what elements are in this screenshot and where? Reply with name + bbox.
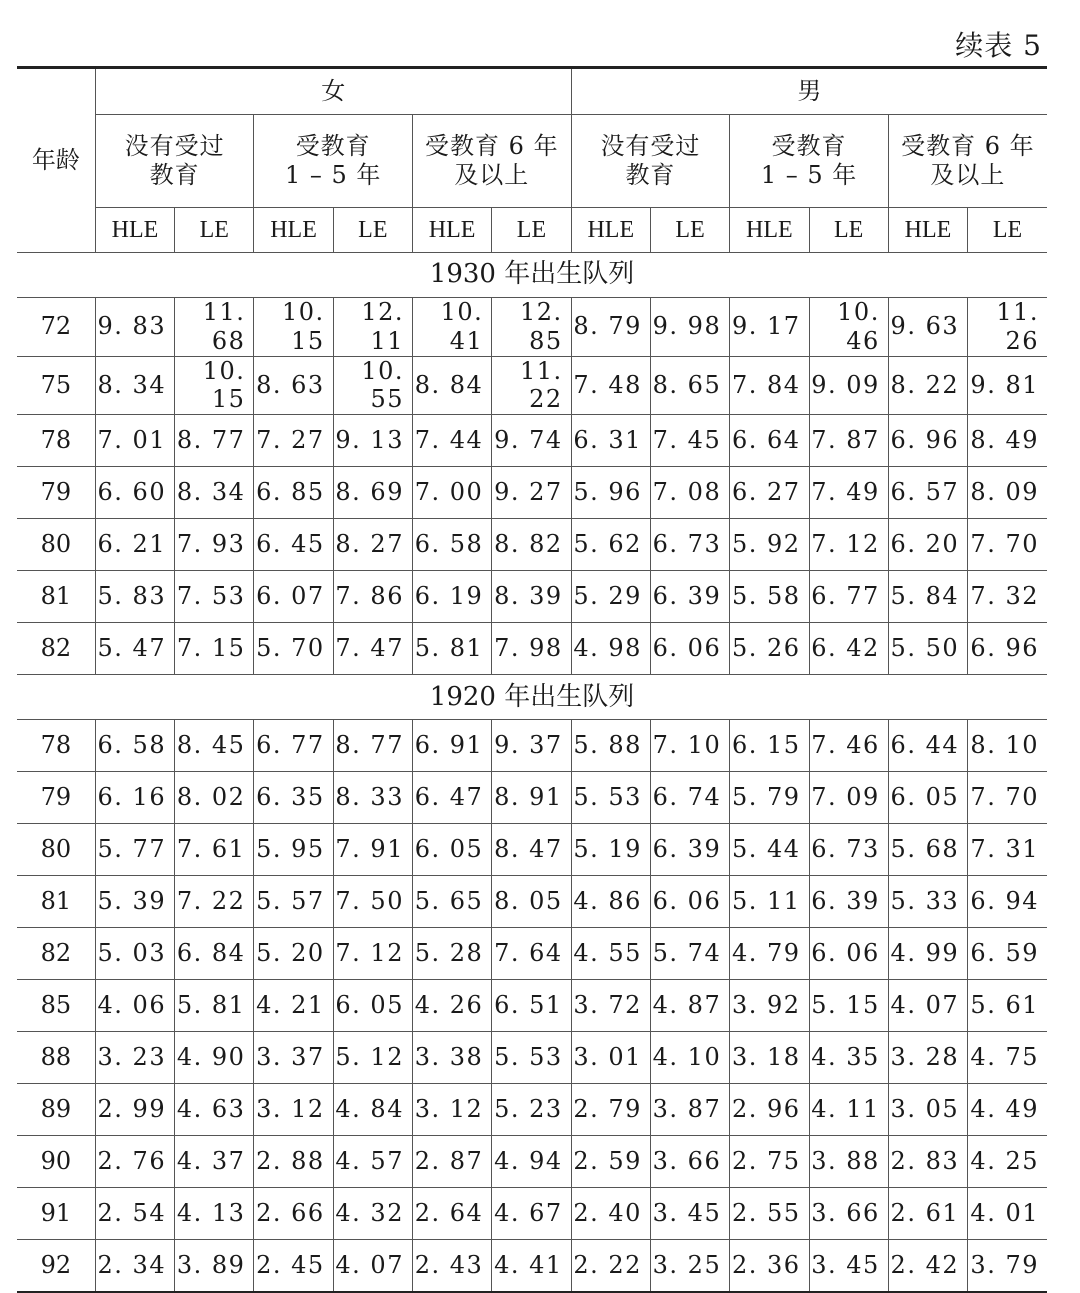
le-value-cell: 9. 37 [492, 720, 571, 772]
hle-value-cell: 3. 38 [412, 1032, 491, 1084]
table-row [17, 1032, 1047, 1084]
hle-column-header: HLE [730, 208, 809, 253]
le-value-cell: 10. 55 [333, 356, 412, 415]
le-value-cell: 7. 15 [175, 623, 254, 675]
le-value-cell: 7. 61 [175, 824, 254, 876]
header-line: 受教育 6 年 [425, 132, 559, 161]
le-value-cell: 9. 09 [809, 356, 888, 415]
hle-value-cell: 3. 05 [888, 1084, 967, 1136]
hle-value-cell: 7. 01 [95, 415, 174, 467]
age-cell: 75 [17, 356, 95, 415]
le-value-cell: 5. 23 [492, 1084, 571, 1136]
hle-value-cell: 5. 70 [254, 623, 333, 675]
hle-value-cell: 2. 66 [254, 1188, 333, 1240]
age-cell: 85 [17, 980, 95, 1032]
le-value-cell: 6. 05 [333, 980, 412, 1032]
hle-column-header: HLE [571, 208, 650, 253]
le-column-header: LE [968, 208, 1047, 253]
hle-value-cell: 5. 33 [888, 876, 967, 928]
le-value-cell: 9. 27 [492, 467, 571, 519]
table-row [17, 519, 1047, 571]
le-value-cell: 4. 13 [175, 1188, 254, 1240]
le-value-cell: 4. 87 [650, 980, 729, 1032]
le-value-cell: 4. 41 [492, 1240, 571, 1293]
le-value-cell: 6. 51 [492, 980, 571, 1032]
header-line: 没有受过 [124, 132, 225, 161]
hle-value-cell: 5. 26 [730, 623, 809, 675]
hle-value-cell: 9. 63 [888, 298, 967, 357]
le-value-cell: 6. 73 [650, 519, 729, 571]
age-cell: 81 [17, 876, 95, 928]
table-row [17, 980, 1047, 1032]
le-value-cell: 7. 86 [333, 571, 412, 623]
le-value-cell: 4. 11 [809, 1084, 888, 1136]
hle-value-cell: 2. 83 [888, 1136, 967, 1188]
hle-value-cell: 5. 11 [730, 876, 809, 928]
hle-value-cell: 6. 60 [95, 467, 174, 519]
le-value-cell: 6. 73 [809, 824, 888, 876]
hle-value-cell: 5. 39 [95, 876, 174, 928]
le-value-cell: 4. 94 [492, 1136, 571, 1188]
le-value-cell: 5. 53 [492, 1032, 571, 1084]
cohort-row [17, 253, 1047, 298]
header-line: 教育 [149, 161, 200, 189]
le-value-cell: 8. 77 [175, 415, 254, 467]
hle-value-cell: 5. 44 [730, 824, 809, 876]
hle-value-cell: 6. 64 [730, 415, 809, 467]
le-value-cell: 4. 90 [175, 1032, 254, 1084]
edu-6-plus-years-header [888, 115, 1047, 208]
edu-6-plus-years-header [412, 115, 571, 208]
hle-value-cell: 5. 47 [95, 623, 174, 675]
le-value-cell: 8. 09 [968, 467, 1047, 519]
table-row [17, 1188, 1047, 1240]
hle-value-cell: 5. 20 [254, 928, 333, 980]
hle-value-cell: 3. 92 [730, 980, 809, 1032]
le-value-cell: 7. 09 [809, 772, 888, 824]
hle-value-cell: 6. 05 [888, 772, 967, 824]
hle-value-cell: 2. 22 [571, 1240, 650, 1293]
le-value-cell: 3. 87 [650, 1084, 729, 1136]
table-row [17, 571, 1047, 623]
le-value-cell: 7. 53 [175, 571, 254, 623]
table-row [17, 298, 1047, 357]
le-value-cell: 8. 69 [333, 467, 412, 519]
le-value-cell: 4. 49 [968, 1084, 1047, 1136]
le-value-cell: 11. 22 [492, 356, 571, 415]
hle-value-cell: 5. 19 [571, 824, 650, 876]
le-value-cell: 5. 81 [175, 980, 254, 1032]
hle-value-cell: 8. 63 [254, 356, 333, 415]
hle-value-cell: 6. 58 [95, 720, 174, 772]
le-value-cell: 7. 98 [492, 623, 571, 675]
le-value-cell: 4. 67 [492, 1188, 571, 1240]
age-cell: 78 [17, 720, 95, 772]
le-value-cell: 3. 79 [968, 1240, 1047, 1293]
hle-value-cell: 6. 35 [254, 772, 333, 824]
hle-value-cell: 7. 84 [730, 356, 809, 415]
edu-1-5-years-header [254, 115, 413, 208]
le-value-cell: 8. 05 [492, 876, 571, 928]
hle-value-cell: 5. 53 [571, 772, 650, 824]
female-group-header: 女 [95, 68, 571, 115]
hle-value-cell: 5. 03 [95, 928, 174, 980]
le-value-cell: 4. 75 [968, 1032, 1047, 1084]
hle-value-cell: 5. 79 [730, 772, 809, 824]
le-value-cell: 7. 49 [809, 467, 888, 519]
hle-value-cell: 4. 06 [95, 980, 174, 1032]
hle-value-cell: 6. 85 [254, 467, 333, 519]
hle-column-header: HLE [254, 208, 333, 253]
age-cell: 92 [17, 1240, 95, 1293]
hle-value-cell: 5. 81 [412, 623, 491, 675]
le-value-cell: 7. 70 [968, 772, 1047, 824]
table-row [17, 824, 1047, 876]
table-row [17, 1136, 1047, 1188]
table-row [17, 720, 1047, 772]
header-line: 及以上 [930, 161, 1006, 189]
hle-value-cell: 2. 45 [254, 1240, 333, 1293]
hle-column-header: HLE [412, 208, 491, 253]
le-value-cell: 3. 88 [809, 1136, 888, 1188]
hle-value-cell: 6. 15 [730, 720, 809, 772]
hle-value-cell: 2. 87 [412, 1136, 491, 1188]
life-expectancy-table [17, 66, 1047, 1293]
hle-value-cell: 6. 77 [254, 720, 333, 772]
hle-value-cell: 5. 58 [730, 571, 809, 623]
le-value-cell: 8. 34 [175, 467, 254, 519]
male-group-header: 男 [571, 68, 1047, 115]
hle-value-cell: 6. 44 [888, 720, 967, 772]
header-line: 及以上 [454, 161, 530, 189]
le-value-cell: 11. 26 [968, 298, 1047, 357]
hle-value-cell: 9. 83 [95, 298, 174, 357]
hle-value-cell: 6. 47 [412, 772, 491, 824]
le-value-cell: 3. 45 [809, 1240, 888, 1293]
hle-value-cell: 2. 54 [95, 1188, 174, 1240]
header-line: 受教育 6 年 [901, 132, 1035, 161]
table-row [17, 876, 1047, 928]
hle-value-cell: 4. 21 [254, 980, 333, 1032]
hle-value-cell: 5. 83 [95, 571, 174, 623]
hle-value-cell: 5. 84 [888, 571, 967, 623]
hle-value-cell: 2. 76 [95, 1136, 174, 1188]
le-value-cell: 6. 59 [968, 928, 1047, 980]
le-value-cell: 6. 06 [650, 876, 729, 928]
le-value-cell: 8. 10 [968, 720, 1047, 772]
hle-value-cell: 5. 92 [730, 519, 809, 571]
le-value-cell: 9. 74 [492, 415, 571, 467]
le-value-cell: 4. 37 [175, 1136, 254, 1188]
hle-value-cell: 3. 12 [412, 1084, 491, 1136]
le-value-cell: 8. 65 [650, 356, 729, 415]
le-value-cell: 7. 08 [650, 467, 729, 519]
hle-value-cell: 4. 55 [571, 928, 650, 980]
hle-value-cell: 4. 98 [571, 623, 650, 675]
hle-value-cell: 6. 45 [254, 519, 333, 571]
table-row [17, 415, 1047, 467]
le-value-cell: 7. 46 [809, 720, 888, 772]
hle-value-cell: 5. 62 [571, 519, 650, 571]
hle-value-cell: 6. 91 [412, 720, 491, 772]
cohort-row [17, 675, 1047, 720]
hle-value-cell: 7. 00 [412, 467, 491, 519]
hle-value-cell: 5. 96 [571, 467, 650, 519]
hle-value-cell: 2. 79 [571, 1084, 650, 1136]
le-column-header: LE [650, 208, 729, 253]
le-value-cell: 6. 96 [968, 623, 1047, 675]
header-line: 受教育 [295, 132, 371, 161]
hle-value-cell: 4. 99 [888, 928, 967, 980]
hle-value-cell: 6. 19 [412, 571, 491, 623]
hle-value-cell: 10. 41 [412, 298, 491, 357]
hle-value-cell: 2. 36 [730, 1240, 809, 1293]
le-value-cell: 3. 45 [650, 1188, 729, 1240]
le-value-cell: 8. 27 [333, 519, 412, 571]
le-value-cell: 4. 10 [650, 1032, 729, 1084]
le-value-cell: 8. 82 [492, 519, 571, 571]
hle-value-cell: 5. 28 [412, 928, 491, 980]
le-value-cell: 4. 35 [809, 1032, 888, 1084]
le-value-cell: 9. 81 [968, 356, 1047, 415]
header-line: 没有受过 [600, 132, 701, 161]
le-value-cell: 7. 50 [333, 876, 412, 928]
table-caption: 续表 5 [955, 29, 1042, 62]
le-value-cell: 7. 12 [333, 928, 412, 980]
le-value-cell: 7. 91 [333, 824, 412, 876]
le-value-cell: 7. 70 [968, 519, 1047, 571]
header-line: 1 – 5 年 [760, 161, 858, 189]
le-value-cell: 9. 98 [650, 298, 729, 357]
hle-value-cell: 5. 88 [571, 720, 650, 772]
table-row [17, 467, 1047, 519]
header-line: 1 – 5 年 [284, 161, 382, 189]
hle-value-cell: 6. 16 [95, 772, 174, 824]
le-value-cell: 8. 91 [492, 772, 571, 824]
age-cell: 88 [17, 1032, 95, 1084]
table-row [17, 623, 1047, 675]
table-body [17, 253, 1047, 1293]
hle-value-cell: 7. 27 [254, 415, 333, 467]
hle-value-cell: 8. 79 [571, 298, 650, 357]
hle-value-cell: 3. 23 [95, 1032, 174, 1084]
age-cell: 82 [17, 623, 95, 675]
le-value-cell: 7. 31 [968, 824, 1047, 876]
hle-value-cell: 3. 01 [571, 1032, 650, 1084]
age-cell: 89 [17, 1084, 95, 1136]
hle-value-cell: 4. 26 [412, 980, 491, 1032]
hle-value-cell: 6. 07 [254, 571, 333, 623]
hle-value-cell: 8. 34 [95, 356, 174, 415]
hle-value-cell: 5. 95 [254, 824, 333, 876]
le-value-cell: 8. 49 [968, 415, 1047, 467]
le-value-cell: 4. 32 [333, 1188, 412, 1240]
header-line: 教育 [625, 161, 676, 189]
le-value-cell: 5. 12 [333, 1032, 412, 1084]
le-value-cell: 6. 39 [650, 571, 729, 623]
age-cell: 91 [17, 1188, 95, 1240]
le-value-cell: 3. 25 [650, 1240, 729, 1293]
hle-value-cell: 2. 75 [730, 1136, 809, 1188]
le-column-header: LE [175, 208, 254, 253]
le-value-cell: 4. 57 [333, 1136, 412, 1188]
age-cell: 72 [17, 298, 95, 357]
hle-value-cell: 4. 07 [888, 980, 967, 1032]
le-column-header: LE [492, 208, 571, 253]
le-value-cell: 6. 39 [809, 876, 888, 928]
edu-none-header [95, 115, 254, 208]
hle-value-cell: 2. 40 [571, 1188, 650, 1240]
le-value-cell: 5. 74 [650, 928, 729, 980]
le-value-cell: 11. 68 [175, 298, 254, 357]
header-line: 受教育 [771, 132, 847, 161]
le-value-cell: 12. 85 [492, 298, 571, 357]
le-value-cell: 8. 47 [492, 824, 571, 876]
hle-value-cell: 7. 48 [571, 356, 650, 415]
le-column-header: LE [333, 208, 412, 253]
hle-value-cell: 5. 50 [888, 623, 967, 675]
hle-value-cell: 3. 12 [254, 1084, 333, 1136]
le-value-cell: 8. 45 [175, 720, 254, 772]
le-value-cell: 6. 84 [175, 928, 254, 980]
le-value-cell: 5. 61 [968, 980, 1047, 1032]
hle-value-cell: 2. 43 [412, 1240, 491, 1293]
edu-none-header [571, 115, 730, 208]
le-value-cell: 6. 06 [650, 623, 729, 675]
age-cell: 81 [17, 571, 95, 623]
hle-value-cell: 6. 96 [888, 415, 967, 467]
le-value-cell: 10. 46 [809, 298, 888, 357]
table-header [17, 68, 1047, 253]
le-value-cell: 3. 66 [809, 1188, 888, 1240]
hle-value-cell: 2. 59 [571, 1136, 650, 1188]
table-row [17, 356, 1047, 415]
hle-column-header: HLE [95, 208, 174, 253]
le-value-cell: 6. 42 [809, 623, 888, 675]
age-cell: 78 [17, 415, 95, 467]
hle-value-cell: 4. 79 [730, 928, 809, 980]
age-cell: 79 [17, 772, 95, 824]
le-value-cell: 8. 33 [333, 772, 412, 824]
le-value-cell: 7. 47 [333, 623, 412, 675]
hle-value-cell: 3. 18 [730, 1032, 809, 1084]
table-row [17, 772, 1047, 824]
le-value-cell: 4. 01 [968, 1188, 1047, 1240]
hle-value-cell: 6. 57 [888, 467, 967, 519]
le-value-cell: 4. 84 [333, 1084, 412, 1136]
hle-value-cell: 6. 20 [888, 519, 967, 571]
hle-value-cell: 8. 84 [412, 356, 491, 415]
le-value-cell: 5. 15 [809, 980, 888, 1032]
le-value-cell: 3. 89 [175, 1240, 254, 1293]
le-value-cell: 7. 93 [175, 519, 254, 571]
age-cell: 80 [17, 824, 95, 876]
hle-value-cell: 2. 88 [254, 1136, 333, 1188]
hle-value-cell: 3. 37 [254, 1032, 333, 1084]
le-value-cell: 4. 25 [968, 1136, 1047, 1188]
le-value-cell: 4. 07 [333, 1240, 412, 1293]
hle-value-cell: 2. 34 [95, 1240, 174, 1293]
le-value-cell: 8. 77 [333, 720, 412, 772]
age-cell: 80 [17, 519, 95, 571]
hle-value-cell: 2. 42 [888, 1240, 967, 1293]
hle-value-cell: 2. 55 [730, 1188, 809, 1240]
hle-value-cell: 5. 57 [254, 876, 333, 928]
cohort-label: 1920 年出生队列 [17, 675, 1047, 720]
hle-value-cell: 6. 21 [95, 519, 174, 571]
hle-value-cell: 5. 68 [888, 824, 967, 876]
le-value-cell: 7. 10 [650, 720, 729, 772]
le-column-header: LE [809, 208, 888, 253]
le-value-cell: 7. 12 [809, 519, 888, 571]
hle-value-cell: 3. 72 [571, 980, 650, 1032]
edu-1-5-years-header [730, 115, 889, 208]
hle-value-cell: 2. 64 [412, 1188, 491, 1240]
hle-value-cell: 6. 27 [730, 467, 809, 519]
le-value-cell: 7. 45 [650, 415, 729, 467]
hle-value-cell: 7. 44 [412, 415, 491, 467]
le-value-cell: 6. 06 [809, 928, 888, 980]
hle-value-cell: 9. 17 [730, 298, 809, 357]
le-value-cell: 6. 74 [650, 772, 729, 824]
le-value-cell: 9. 13 [333, 415, 412, 467]
table-row [17, 1240, 1047, 1293]
le-value-cell: 7. 32 [968, 571, 1047, 623]
table-row [17, 1084, 1047, 1136]
hle-value-cell: 2. 96 [730, 1084, 809, 1136]
age-cell: 90 [17, 1136, 95, 1188]
hle-value-cell: 5. 77 [95, 824, 174, 876]
hle-value-cell: 5. 65 [412, 876, 491, 928]
age-cell: 82 [17, 928, 95, 980]
le-value-cell: 6. 94 [968, 876, 1047, 928]
hle-value-cell: 6. 31 [571, 415, 650, 467]
hle-value-cell: 10. 15 [254, 298, 333, 357]
age-column-header: 年龄 [17, 68, 95, 253]
le-value-cell: 12. 11 [333, 298, 412, 357]
le-value-cell: 10. 15 [175, 356, 254, 415]
le-value-cell: 7. 64 [492, 928, 571, 980]
hle-value-cell: 8. 22 [888, 356, 967, 415]
hle-value-cell: 2. 99 [95, 1084, 174, 1136]
hle-value-cell: 4. 86 [571, 876, 650, 928]
le-value-cell: 7. 22 [175, 876, 254, 928]
hle-value-cell: 2. 61 [888, 1188, 967, 1240]
table-row [17, 928, 1047, 980]
hle-value-cell: 3. 28 [888, 1032, 967, 1084]
le-value-cell: 3. 66 [650, 1136, 729, 1188]
le-value-cell: 8. 02 [175, 772, 254, 824]
hle-column-header: HLE [888, 208, 967, 253]
hle-value-cell: 6. 05 [412, 824, 491, 876]
le-value-cell: 6. 39 [650, 824, 729, 876]
le-value-cell: 7. 87 [809, 415, 888, 467]
age-cell: 79 [17, 467, 95, 519]
cohort-label: 1930 年出生队列 [17, 253, 1047, 298]
le-value-cell: 8. 39 [492, 571, 571, 623]
le-value-cell: 4. 63 [175, 1084, 254, 1136]
le-value-cell: 6. 77 [809, 571, 888, 623]
hle-value-cell: 5. 29 [571, 571, 650, 623]
hle-value-cell: 6. 58 [412, 519, 491, 571]
